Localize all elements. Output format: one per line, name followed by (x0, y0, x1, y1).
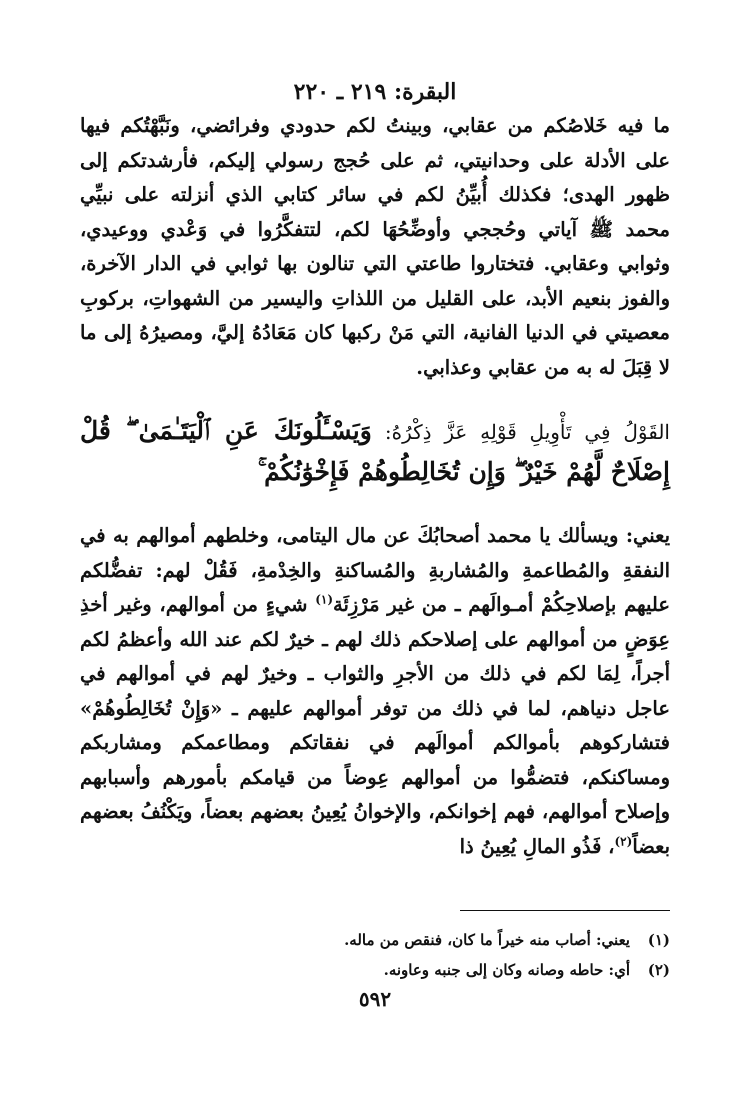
verse-intro: القَوْلُ فِي تَأْوِيلِ قَوْلِهِ عَزَّ ذِكْرُهُ: (384, 420, 670, 444)
footnote-text: يعني: أصاب منه خيراً ما كان، فنقص من ماله. (344, 931, 630, 949)
footnote-1 (80, 925, 670, 955)
paragraph-2-part-1: يعني: ويسألك يا محمد أصحابُكَ عن مال اليتامى، وخلطهم أموالهم به في النفقةِ والمُطاعمةِ والمُشاربةِ والمُساكنةِ والخِدْمةِ، فَقُلْ لهم: تفضُّلكم عليهم بإصلاحِكُمْ أمـوالَهم ـ من غير مَرْزِئَة (80, 524, 671, 616)
footnotes (80, 925, 670, 985)
paragraph-2 (80, 519, 670, 864)
footnote-number: (٢) (647, 961, 670, 979)
paragraph-2-part-2: شيءٍ من أموالهم، وغير أخذِ عِوَضٍ من أموالهم على إصلاحكم ذلك لهم ـ خيرٌ لكم عند الله وأعظمُ لكم أجراً، لِمَا لكم في ذلك من الأجرِ والثواب ـ وخيرٌ لهم في أموالهم في عاجل دنياهم، لما في ذلك من توفر أموالهم عليهم ـ «وَإِنْ تُخَالِطُوهُمْ» فتشاركوهم بأموالكم أموالَهم في نفقاتكم ومطاعمكم ومشاربكم ومساكنكم، فتضمُّوا من أموالهم عِوضاً من قيامكم بأمورهم وأسبابهم وإصلاح أموالهم، فهم إخوانكم، والإخوانُ يُعِينُ بعضهم بعضاً، ويَكْنُفُ بعضهم بعضاً (80, 593, 670, 858)
footnote-divider (460, 910, 670, 911)
quran-verse: وَيَسْـَٔلُونَكَ عَنِ ٱلْيَتَـٰمَىٰ ۖ قُلْ إِصْلَاحٌ لَّهُمْ خَيْرٌ ۖ وَإِن تُخَالِطُوهُمْ فَإِخْوَٰنُكُمْ ۚ (80, 416, 670, 486)
page-number: ٥٩٢ (358, 987, 392, 1011)
paragraph-2-part-3: ، فَذُو المالِ يُعِينُ ذا (459, 834, 615, 858)
footnote-2 (80, 955, 670, 985)
footnote-text: أي: حاطه وصانه وكان إلى جنبه وعاونه. (383, 961, 630, 979)
footnote-ref-2: (٢) (614, 834, 633, 848)
footnote-number: (١) (647, 931, 670, 949)
paragraph-1: ما فيه خَلاصُكم من عقابي، وبينتُ لكم حدودي وفرائضي، ونَبَّهْتُكم فيها على الأدلة على وحدانيتي، ثم على حُجج رسولي إليكم، فأرشدتكم إلى ظهور الهدى؛ فكذلك أُبيِّنُ لكم في سائر كتابي الذي أنزلته على نبيِّي محمد ﷺ آياتي وحُججي وأوضِّحُهَا لكم، لتتفكَّرُوا في وَعْدي ووعيدي، وثوابي وعقابي. فتختاروا طاعتي التي تنالون بها ثوابي في الدار الآخرة، والفوز بنعيم الأبد، على القليل من اللذاتِ واليسير من الشهواتِ، بركوبِ معصيتي في الدنيا الفانية، التي مَنْ ركبها كان مَعَادُهُ إليَّ، ومصيرُهُ إلى ما لا قِبَلَ له به من عقابي وعذابي. (80, 114, 670, 379)
book-page (80, 75, 670, 1075)
page-header: البقرة: ٢١٩ ـ ٢٢٠ (293, 79, 457, 105)
footnote-ref-1: (١) (315, 592, 334, 607)
verse-block (80, 411, 670, 493)
